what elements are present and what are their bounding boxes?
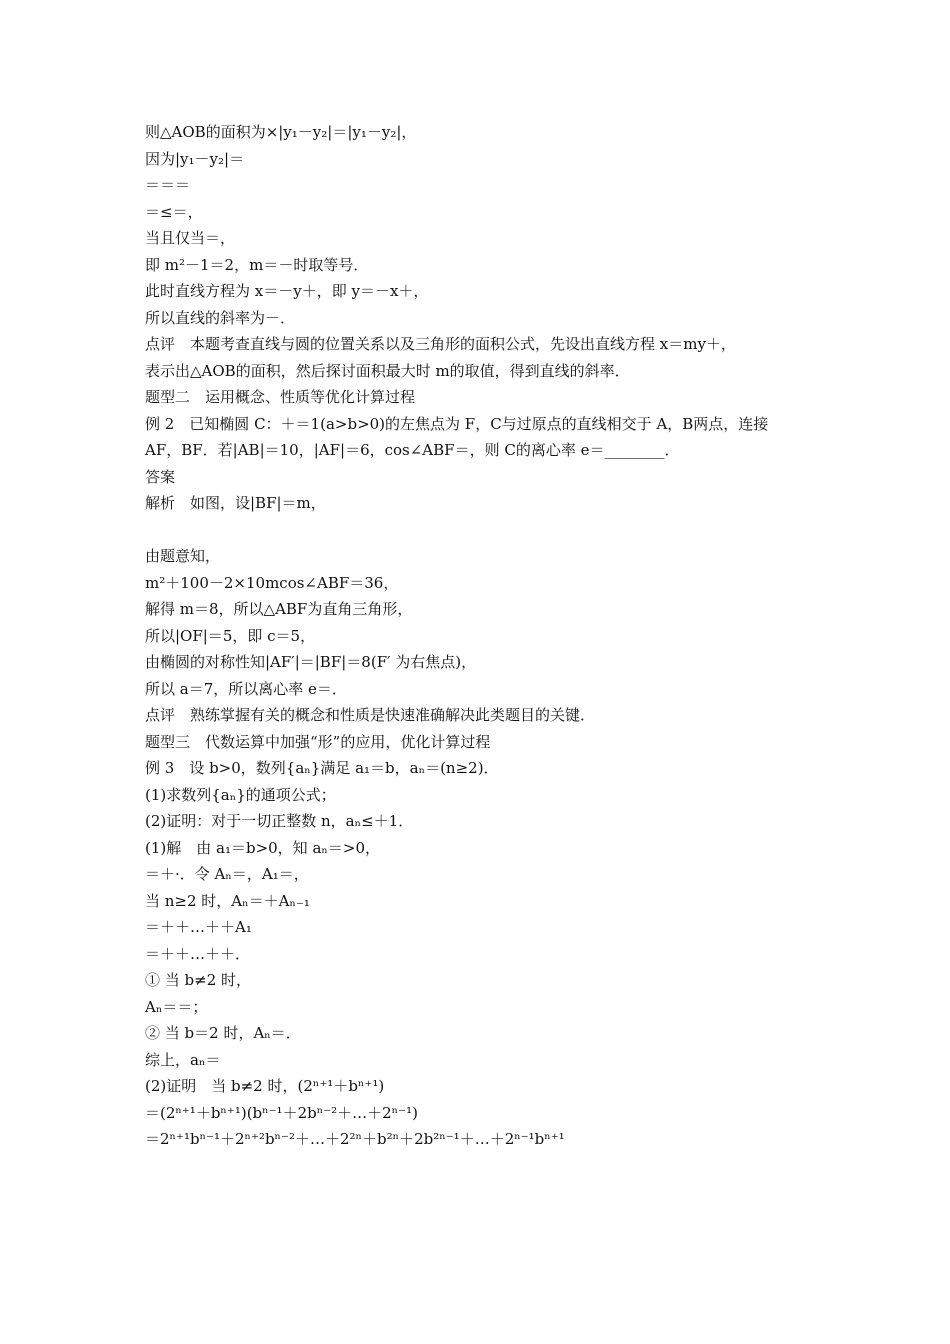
text-line: 所以直线的斜率为－． (145, 308, 296, 327)
text-line: ＝2ⁿ⁺¹bⁿ⁻¹＋2ⁿ⁺²bⁿ⁻²＋…＋2²ⁿ＋b²ⁿ＋2b²ⁿ⁻¹＋…＋2ⁿ⁻¹bⁿ⁺¹ (145, 1130, 565, 1148)
text-line: Aₙ＝＝； (145, 997, 208, 1016)
section-heading: 题型三 代数运算中加强“形”的应用，优化计算过程 (145, 732, 491, 751)
text-line: ＝≤＝， (145, 202, 203, 221)
text-line: 由题意知， (145, 547, 221, 565)
comment-line: 点评 熟练掌握有关的概念和性质是快速准确解决此类题目的关键． (145, 706, 596, 724)
text-line: (1)解 由 a₁＝b>0，知 aₙ＝>0， (145, 838, 380, 857)
text-line: (1)求数列{aₙ}的通项公式； (145, 785, 336, 804)
figure-gap (145, 517, 825, 544)
text-line: ＝(2ⁿ⁺¹＋bⁿ⁺¹)(bⁿ⁻¹＋2bⁿ⁻²＋…＋2ⁿ⁻¹) (145, 1103, 418, 1122)
text-line: 表示出△AOB的面积，然后探讨面积最大时 m的取值，得到直线的斜率． (145, 361, 630, 380)
section-heading: 题型二 运用概念、性质等优化计算过程 (145, 388, 416, 406)
text-line: 当 n≥2 时，Aₙ＝＋Aₙ₋₁ (145, 891, 310, 910)
text-line: 所以 a＝7，所以离心率 e＝． (145, 679, 347, 698)
text-line: (2)证明：对于一切正整数 n，aₙ≤＋1． (145, 812, 414, 830)
text-line: 当且仅当＝， (145, 229, 236, 247)
text-line: m²＋100－2×10mcos∠ABF＝36， (145, 573, 399, 592)
text-line: ＝＋·．令 Aₙ＝，A₁＝， (145, 865, 309, 883)
text-line: AF，BF．若|AB|＝10，|AF|＝6，cos∠ABF＝，则 C的离心率 e＝________． (145, 441, 680, 459)
analysis-line: 解析 如图，设|BF|＝m， (145, 494, 326, 512)
text-line: 由椭圆的对称性知|AF′|＝|BF|＝8(F′ 为右焦点)， (145, 653, 477, 671)
text-line: ＝＋＋…＋＋A₁ (145, 918, 252, 936)
comment-line: 点评 本题考查直线与圆的位置关系以及三角形的面积公式，先设出直线方程 x＝my＋， (145, 335, 736, 353)
text-line: ② 当 b＝2 时，Aₙ＝． (145, 1024, 301, 1042)
answer-label: 答案 (145, 467, 176, 486)
text-line: 所以|OF|＝5，即 c＝5， (145, 626, 316, 645)
example-line: 例 3 设 b>0，数列{aₙ}满足 a₁＝b，aₙ＝(n≥2)． (145, 759, 499, 777)
text-line: ＝＝＝ (145, 176, 191, 194)
text-line: 即 m²－1＝2，m＝－时取等号． (145, 255, 369, 274)
text-line: 综上，aₙ＝ (145, 1050, 221, 1069)
text-line: 解得 m＝8，所以△ABF为直角三角形， (145, 600, 413, 618)
text-line: 则△AOB的面积为×|y₁－y₂|＝|y₁－y₂|， (145, 123, 417, 141)
text-line: ① 当 b≠2 时， (145, 971, 252, 989)
document-page (145, 119, 825, 1153)
example-line: 例 2 已知椭圆 C：＋＝1(a>b>0)的左焦点为 F，C与过原点的直线相交于 A，B两点，连接 (145, 414, 769, 433)
text-line: ＝＋＋…＋＋． (145, 944, 251, 963)
text-line: 因为|y₁－y₂|＝ (145, 149, 245, 168)
text-line: 此时直线方程为 x＝－y＋，即 y＝－x＋， (145, 282, 429, 300)
text-line: (2)证明 当 b≠2 时，(2ⁿ⁺¹＋bⁿ⁺¹) (145, 1077, 385, 1095)
